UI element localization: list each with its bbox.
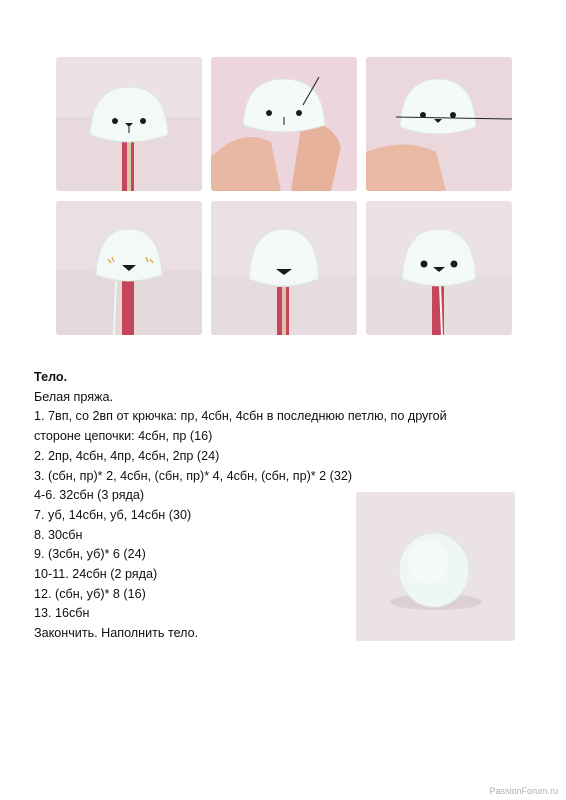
pattern-line: 10-11. 24сбн (2 ряда) (34, 567, 158, 582)
section-title: Тело. (34, 370, 68, 384)
pattern-line: 4-6. 32сбн (3 ряда) (34, 488, 145, 503)
photo-head-on-stick-2 (56, 201, 202, 335)
photo-body-piece (356, 492, 515, 641)
pattern-line: 2. 2пр, 4сбн, 4пр, 4сбн, 2пр (24) (34, 448, 220, 463)
pattern-line: 1. 7вп, со 2вп от крючка: пр, 4сбн, 4сбн в последнюю петлю, по другой (34, 409, 447, 424)
photo-head-on-stick-3 (211, 201, 357, 335)
photo-head-in-hand-1 (211, 57, 357, 191)
pattern-line: стороне цепочки: 4сбн, пр (16) (34, 429, 213, 444)
pattern-line: 7. уб, 14сбн, уб, 14сбн (30) (34, 507, 192, 522)
photo-head-on-stick-1 (56, 57, 202, 191)
pattern-line: 9. (3сбн, уб)* 6 (24) (34, 547, 146, 562)
pattern-line: Закончить. Наполнить тело. (34, 626, 199, 641)
pattern-line: 8. 30сбн (34, 527, 83, 542)
watermark: PassionForum.ru (489, 786, 558, 796)
pattern-line: Белая пряжа. (34, 389, 113, 404)
photo-head-finished-face (366, 201, 512, 335)
pattern-line: 13. 16сбн (34, 606, 90, 621)
pattern-line: 12. (сбн, уб)* 8 (16) (34, 586, 146, 601)
pattern-line: 3. (сбн, пр)* 2, 4сбн, (сбн, пр)* 4, 4сбн, (сбн, пр)* 2 (32) (34, 468, 353, 483)
photo-head-in-hand-2 (366, 57, 512, 191)
